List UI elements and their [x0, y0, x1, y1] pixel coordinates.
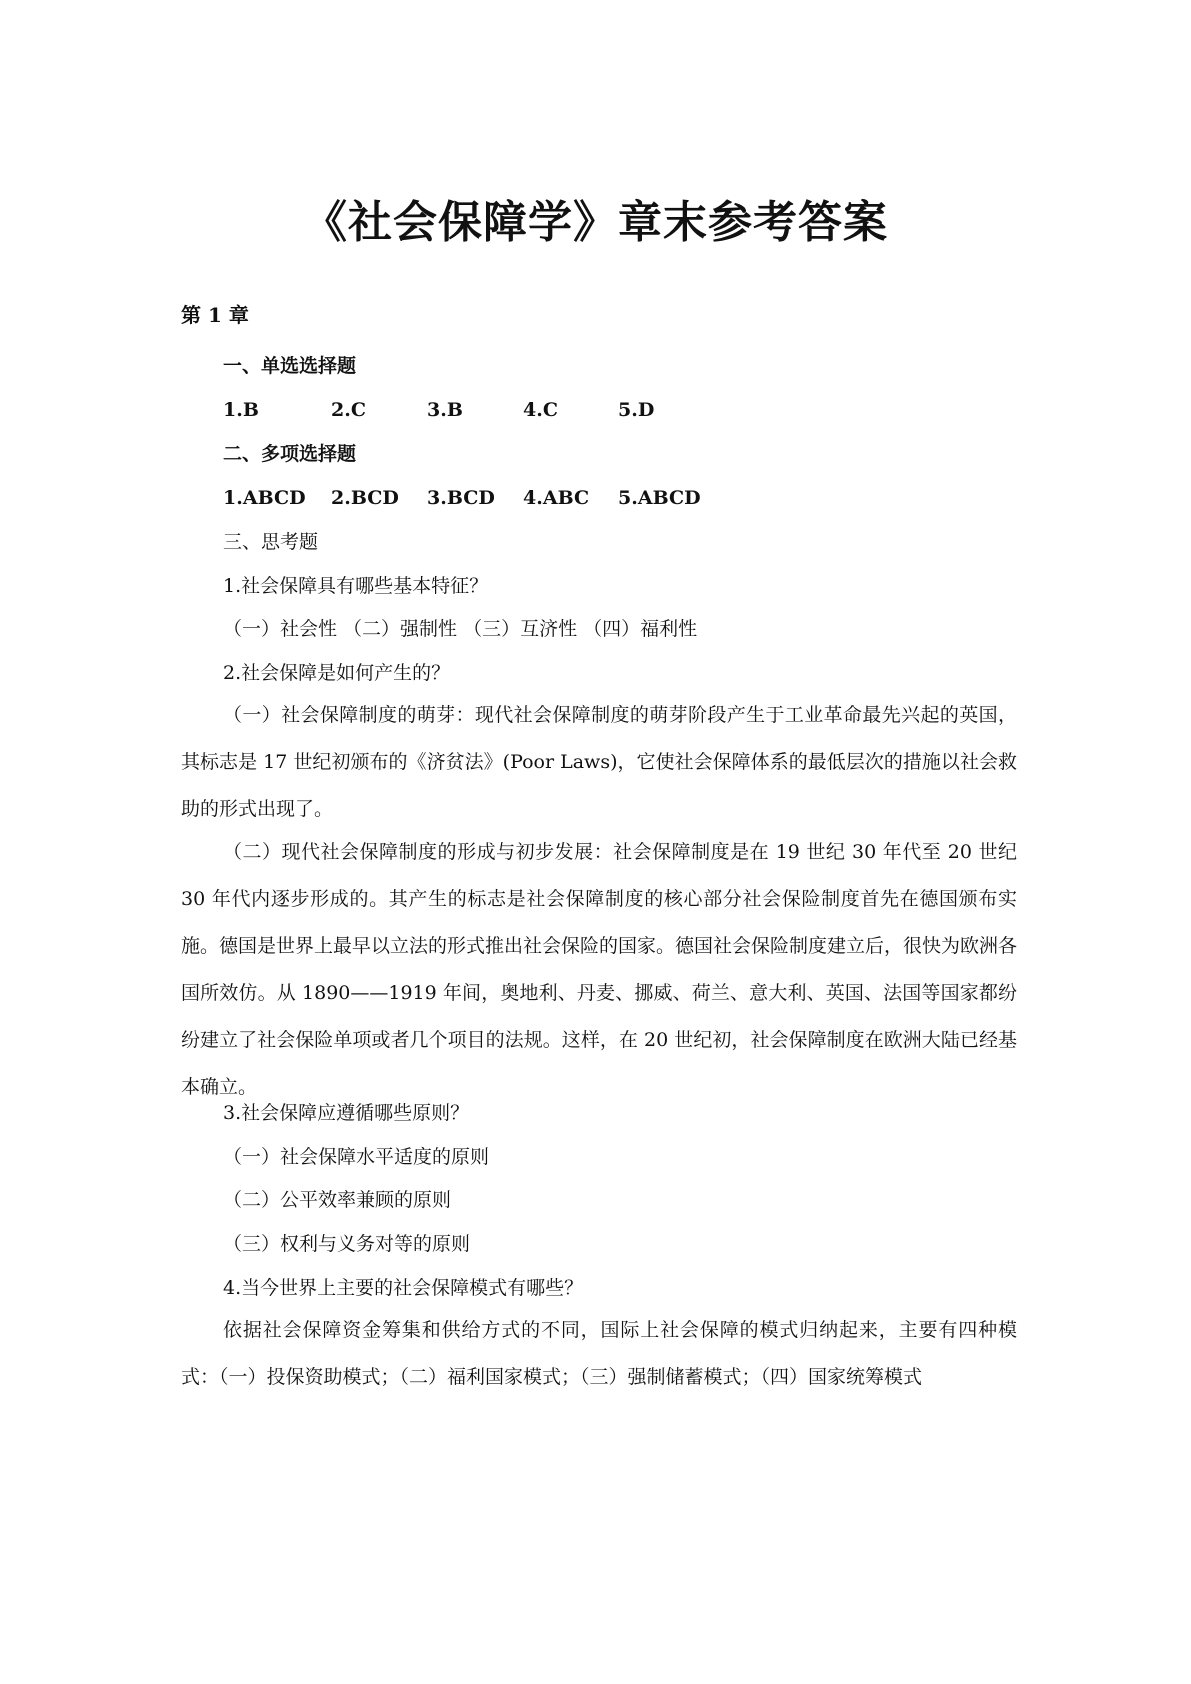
- answer-2-paragraph-1: （一）社会保障制度的萌芽：现代社会保障制度的萌芽阶段产生于工业革命最先兴起的英国，其标志是 17 世纪初颁布的《济贫法》(Poor Laws)，它使社会保障体系的最低层次的措施以社会救助的形式出现了。: [181, 704, 1017, 820]
- answer-item: 3.B: [427, 399, 463, 421]
- answer-item: 5.D: [618, 399, 655, 421]
- document-title: 《社会保障学》章末参考答案: [303, 197, 888, 248]
- question-3: 3.社会保障应遵循哪些原则？: [223, 1102, 470, 1124]
- section-heading-thinking-questions: 三、思考题: [223, 531, 319, 553]
- answer-item: 5.ABCD: [618, 487, 701, 509]
- answer-1: （一）社会性 （二）强制性 （三）互济性 （四）福利性: [223, 618, 698, 640]
- answer-item: 1.B: [223, 399, 259, 421]
- answer-item: 3.BCD: [427, 487, 495, 509]
- principle-item: （三）权利与义务对等的原则: [223, 1233, 471, 1255]
- answer-item: 1.ABCD: [223, 487, 306, 509]
- question-1: 1.社会保障具有哪些基本特征？: [223, 575, 489, 597]
- section-heading-single-choice: 一、单选选择题: [223, 355, 357, 377]
- section-heading-multiple-choice: 二、多项选择题: [223, 443, 357, 465]
- chapter-heading: 第 1 章: [181, 303, 249, 327]
- principle-item: （一）社会保障水平适度的原则: [223, 1146, 490, 1168]
- answer-item: 4.ABC: [523, 487, 590, 509]
- question-2: 2.社会保障是如何产生的？: [223, 662, 451, 684]
- answer-2-paragraph-2: （二）现代社会保障制度的形成与初步发展：社会保障制度是在 19 世纪 30 年代至 20 世纪 30 年代内逐步形成的。其产生的标志是社会保障制度的核心部分社会保险制度首先在德国颁布实施。德国是世界上最早以立法的形式推出社会保险的国家。德国社会保险制度建立后，很快为欧洲各国所效仿。从 1890——1919 年间，奥地利、丹麦、挪威、荷兰、意大利、英国、法国等国家都纷纷建立了社会保险单项或者几个项目的法规。这样，在 20 世纪初，社会保障制度在欧洲大陆已经基本确立。: [181, 841, 1018, 1098]
- answer-4: 依据社会保障资金筹集和供给方式的不同，国际上社会保障的模式归纳起来，主要有四种模式：（一）投保资助模式；（二）福利国家模式；（三）强制储蓄模式；（四）国家统筹模式: [181, 1319, 1017, 1388]
- answer-item: 4.C: [523, 399, 558, 421]
- answer-item: 2.C: [331, 399, 366, 421]
- question-4: 4.当今世界上主要的社会保障模式有哪些？: [223, 1277, 584, 1299]
- principle-item: （二）公平效率兼顾的原则: [223, 1189, 452, 1211]
- answer-item: 2.BCD: [331, 487, 399, 509]
